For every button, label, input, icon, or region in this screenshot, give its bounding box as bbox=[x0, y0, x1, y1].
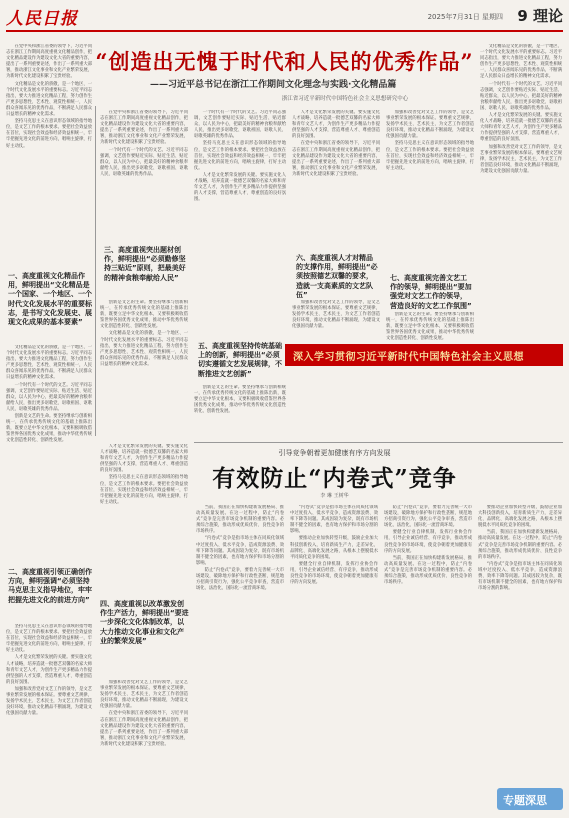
masthead-rule bbox=[6, 30, 563, 32]
lead-title: “创造出无愧于时代和人民的优秀作品” bbox=[95, 49, 474, 74]
lead-column-1b: 文化精品是文化的骄傲，是一个地区、一个时代文化发展水平的重要标志。习近平同志指出，要大力推进文化精品工程，努力创作生产更多思想性、艺术性、观赏性相统一，人民群众喜闻乐见的优秀作品，不断满足人民群众日益增长的精神文化需求。 一个时代有一个时代的文艺。习近平同志强调，文艺创作要贴近实际、贴近生活、贴近群众，以人民为中心，把最美好的精神食粮奉献给人民，推出更多讴歌党、讴歌祖国、讴歌人民、讴歌英雄的优秀作品。 创新是文艺的生命。要坚持继承与创新相统一，在传承优秀传统文化的基础上推陈出新，既要立足中华文化根本，又要积极吸收借鉴世界各国优秀文化成果，推动中华优秀传统文化创造性转化、创新性发展。 bbox=[6, 345, 92, 444]
lead-subhead-3: 三、高度重视突出题材创作，鲜明提出“必须勤修坚持三贴近”原则，把最美好的精神食粮奉献给人民” bbox=[104, 246, 186, 282]
masthead bbox=[6, 4, 563, 28]
second-title: 有效防止“内卷式”竞争 bbox=[212, 465, 457, 492]
second-column-1: 当前，我国正在加快构建新发展格局、推动高质量发展。在这一过程中，防止“内卷式”竞争是完善市场竞争机制的重要内容。必须综合施策，推动形成优质优价、良性竞争的市场秩序。 “内卷式”竞争是指市场主体在同质化领域中过度投入、低水平竞争，造成资源浪费、效率下降等问题。其成因较为复杂，既有市场机制不健全的因素，也有地方保护和市场分割的影响。 防止“内卷式”竞争，要着力完善统一大市场建设，破除地方保护和行政性垄断，规范地方招商引资行为，强化公平竞争审查，营造市场化、法治化、国际化一流营商环境。 bbox=[196, 505, 284, 592]
column-brand-mark bbox=[497, 788, 563, 810]
lead-column-3b: 创新是文艺的生命。要坚持继承与创新相统一，在传承优秀传统文化的基础上推陈出新，既要立足中华文化根本，又要积极吸收借鉴世界各国优秀文化成果，推动中华优秀传统文化创造性转化、创新性发展。 bbox=[194, 385, 286, 415]
column-divider bbox=[95, 106, 96, 436]
lead-subhead-6: 六、高度重视人才对精品的支撑作用，鲜明提出“必须按照德艺双馨的要求，造就一支高素质的文艺队伍” bbox=[296, 254, 378, 299]
newspaper-logo: 人民日报 bbox=[6, 9, 78, 29]
lead-column-6: 文化精品是文化的骄傲，是一个地区、一个时代文化发展水平的重要标志。习近平同志指出，要大力推进文化精品工程，努力创作生产更多思想性、艺术性、观赏性相统一，人民群众喜闻乐见的优秀作品，不断满足人民群众日益增长的精神文化需求。 一个时代有一个时代的文艺。习近平同志强调，文艺创作要贴近实际、贴近生活、贴近群众，以人民为中心，把最美好的精神食粮奉献给人民，推出更多讴歌党、讴歌祖国、讴歌人民、讴歌英雄的优秀作品。 人才是文化繁荣发展的关键。要实施文化人才战略，培养造就一批德艺双馨的名家大师和青年文艺人才，为创作生产更多精品力作提供坚强的人才支撑，营造尊重人才、尊重创造的良好氛围。 加强和改善党对文艺工作的领导，是文艺事业繁荣发展的根本保证。要尊重文艺规律，发扬学术民主、艺术民主，为文艺工作者创造良好环境，推动文化精品不断涌现，为建设文化强国贡献力量。 bbox=[480, 44, 562, 174]
theme-banner-text: 深入学习贯彻习近平新时代中国特色社会主义思想 bbox=[293, 352, 524, 363]
lead-column-2b: 创新是文艺的生命。要坚持继承与创新相统一，在传承优秀传统文化的基础上推陈出新，既要立足中华文化根本，又要积极吸收借鉴世界各国优秀文化成果，推动中华优秀传统文化创造性转化、创新性发展。 文化精品是文化的骄傲，是一个地区、一个时代文化发展水平的重要标志。习近平同志指出，要大力推进文化精品工程，努力创作生产更多思想性、艺术性、观赏性相统一，人民群众喜闻乐见的优秀作品，不断满足人民群众日益增长的精神文化需求。 bbox=[100, 300, 188, 367]
lead-subhead-2: 二、高度重视引领正确创作方向，鲜明强调“必须坚持马克思主义指导地位，牢牢把握先进文化的前进方向” bbox=[8, 568, 92, 604]
lead-subhead-7: 七、高度重视完善文艺工作的领导，鲜明提出“要加强党对文艺工作的领导，营造良好的文艺工作氛围” bbox=[390, 274, 472, 310]
theme-banner bbox=[285, 344, 563, 366]
lead-column-1-text: 在党中央和浙江省委的领导下，习近平同志在浙江工作期间高度重视文化精品创作，把文化精品建设作为建设文化大省的重要内容，提出了一系列重要论述，作出了一系列重大部署，推动浙江文化事业和文化产业繁荣发展，为新时代文化建设积累了宝贵经验。 bbox=[6, 44, 92, 80]
lead-column-4b: 加强和改善党对文艺工作的领导，是文艺事业繁荣发展的根本保证。要尊重文艺规律，发扬学术民主、艺术民主，为文艺工作者创造良好环境，推动文化精品不断涌现，为建设文化强国贡献力量。 bbox=[292, 300, 380, 330]
lead-column-1: 在党中央和浙江省委的领导下，习近平同志在浙江工作期间高度重视文化精品创作，把文化精品建设作为建设文化大省的重要内容，提出了一系列重要论述，作出了一系列重大部署，推动浙江文化事业和文化产业繁荣发展，为新时代文化建设积累了宝贵经验。 文化精品是文化的骄傲，是一个地区、一个时代文化发展水平的重要标志。习近平同志指出，要大力推进文化精品工程，努力创作生产更多思想性、艺术性、观赏性相统一，人民群众喜闻乐见的优秀作品，不断满足人民群众日益增长的精神文化需求。 坚持马克思主义在意识形态领域的指导地位，是文艺工作的根本要求。要把社会效益放在首位，实现社会效益和经济效益相统一，牢牢把握先进文化的前进方向，唱响主旋律，打好主动仗。 bbox=[6, 44, 92, 149]
lead-subhead-5: 五、高度重视坚持传统基础上的创新，鲜明提出“必须切实遵循文艺发展规律，不断推进文艺创新” bbox=[198, 342, 282, 378]
lead-subhead-4: 四、高度重视以改革激发创作生产活力，鲜明提出“要进一步深化文化体制改革，以大力推动文化事业和文化产业的繁荣发展” bbox=[100, 600, 189, 645]
section-title: 9 理论 bbox=[517, 7, 563, 25]
lead-column-5: 加强和改善党对文艺工作的领导，是文艺事业繁荣发展的根本保证。要尊重文艺规律，发扬学术民主、艺术民主，为文艺工作者创造良好环境，推动文化精品不断涌现，为建设文化强国贡献力量。 坚持马克思主义在意识形态领域的指导地位，是文艺工作的根本要求。要把社会效益放在首位，实现社会效益和经济效益相统一，牢牢把握先进文化的前进方向，唱响主旋律，打好主动仗。 bbox=[386, 110, 474, 171]
second-kicker: 引导竞争朝着更加健康有序方向发展 bbox=[278, 449, 391, 457]
lead-column-1c: 坚持马克思主义在意识形态领域的指导地位，是文艺工作的根本要求。要把社会效益放在首位，实现社会效益和经济效益相统一，牢牢把握先进文化的前进方向，唱响主旋律，打好主动仗。 人才是文化繁荣发展的关键。要实施文化人才战略，培养造就一批德艺双馨的名家大师和青年文艺人才，为创作生产更多精品力作提供坚强的人才支撑，营造尊重人才、尊重创造的良好氛围。 加强和改善党对文艺工作的领导，是文艺事业繁荣发展的根本保证。要尊重文艺规律，发扬学术民主、艺术民主，为文艺工作者创造良好环境，推动文化精品不断涌现，为建设文化强国贡献力量。 bbox=[6, 624, 92, 717]
lead-column-2c: 人才是文化繁荣发展的关键。要实施文化人才战略，培养造就一批德艺双馨的名家大师和青年文艺人才，为创作生产更多精品力作提供坚强的人才支撑，营造尊重人才、尊重创造的良好氛围。 坚持马克思主义在意识形态领域的指导地位，是文艺工作的根本要求。要把社会效益放在首位，实现社会效益和经济效益相统一，牢牢把握先进文化的前进方向，唱响主旋律，打好主动仗。 bbox=[100, 444, 188, 505]
lead-subtitle: ——习近平总书记在浙江工作期间文化理念与实践·文化精品篇 bbox=[150, 80, 397, 90]
lead-subhead-1: 一、高度重视文化精品作用，鲜明提出“文化精品是一个国家、一个地区、一个时代文化发展水平的重要标志，是书写文化发展史、展现文化成果的基本要素” bbox=[8, 272, 92, 327]
second-column-4: 要推动企业加快转型升级，鼓励企业加大科技创新投入，培育新质生产力，走差异化、品牌化、高端化发展之路，从根本上摆脱低水平同质化竞争的困境。 当前，我国正在加快构建新发展格局、推动高质量发展。在这一过程中，防止“内卷式”竞争是完善市场竞争机制的重要内容。必须综合施策，推动形成优质优价、良性竞争的市场秩序。 “内卷式”竞争是指市场主体在同质化领域中过度投入、低水平竞争，造成资源浪费、效率下降等问题。其成因较为复杂，既有市场机制不健全的因素，也有地方保护和市场分割的影响。 bbox=[478, 505, 562, 592]
lead-column-2d: 加强和改善党对文艺工作的领导，是文艺事业繁荣发展的根本保证。要尊重文艺规律，发扬学术民主、艺术民主，为文艺工作者创造良好环境，推动文化精品不断涌现，为建设文化强国贡献力量。 在党中央和浙江省委的领导下，习近平同志在浙江工作期间高度重视文化精品创作，把文化精品建设作为建设文化大省的重要内容，提出了一系列重要论述，作出了一系列重大部署，推动浙江文化事业和文化产业繁荣发展，为新时代文化建设积累了宝贵经验。 bbox=[100, 680, 188, 747]
lead-column-2: 在党中央和浙江省委的领导下，习近平同志在浙江工作期间高度重视文化精品创作，把文化精品建设作为建设文化大省的重要内容，提出了一系列重要论述，作出了一系列重大部署，推动浙江文化事业和文化产业繁荣发展，为新时代文化建设积累了宝贵经验。 一个时代有一个时代的文艺。习近平同志强调，文艺创作要贴近实际、贴近生活、贴近群众，以人民为中心，把最美好的精神食粮奉献给人民，推出更多讴歌党、讴歌祖国、讴歌人民、讴歌英雄的优秀作品。 bbox=[100, 110, 188, 177]
lead-column-4: 人才是文化繁荣发展的关键。要实施文化人才战略，培养造就一批德艺双馨的名家大师和青年文艺人才，为创作生产更多精品力作提供坚强的人才支撑，营造尊重人才、尊重创造的良好氛围。 在党中央和浙江省委的领导下，习近平同志在浙江工作期间高度重视文化精品创作，把文化精品建设作为建设文化大省的重要内容，提出了一系列重要论述，作出了一系列重大部署，推动浙江文化事业和文化产业繁荣发展，为新时代文化建设积累了宝贵经验。 bbox=[292, 110, 380, 177]
lead-column-3: 一个时代有一个时代的文艺。习近平同志强调，文艺创作要贴近实际、贴近生活、贴近群众，以人民为中心，把最美好的精神食粮奉献给人民，推出更多讴歌党、讴歌祖国、讴歌人民、讴歌英雄的优秀作品。 坚持马克思主义在意识形态领域的指导地位，是文艺工作的根本要求。要把社会效益放在首位，实现社会效益和经济效益相统一，牢牢把握先进文化的前进方向，唱响主旋律，打好主动仗。 人才是文化繁荣发展的关键。要实施文化人才战略，培养造就一批德艺双馨的名家大师和青年文艺人才，为创作生产更多精品力作提供坚强的人才支撑，营造尊重人才、尊重创造的良好氛围。 bbox=[194, 110, 286, 203]
second-byline: 李 琳 王树华 bbox=[320, 493, 349, 499]
lead-column-5b: 创新是文艺的生命。要坚持继承与创新相统一，在传承优秀传统文化的基础上推陈出新，既要立足中华文化根本，又要积极吸收借鉴世界各国优秀文化成果，推动中华优秀传统文化创造性转化、创新性发展。 bbox=[386, 312, 474, 342]
lead-byline: 浙江省习近平新时代中国特色社会主义思想研究中心 bbox=[281, 96, 409, 102]
second-column-2: “内卷式”竞争是指市场主体在同质化领域中过度投入、低水平竞争，造成资源浪费、效率下降等问题。其成因较为复杂，既有市场机制不健全的因素，也有地方保护和市场分割的影响。 要推动企业加快转型升级，鼓励企业加大科技创新投入，培育新质生产力，走差异化、品牌化、高端化发展之路，从根本上摆脱低水平同质化竞争的困境。 要健全行业自律机制，发挥行业协会作用，引导企业诚信经营、有序竞争，推动形成良性竞争的市场环境，使竞争朝着更加健康有序的方向发展。 bbox=[290, 505, 378, 586]
issue-date: 2025年7月31日 星期四 bbox=[427, 13, 503, 21]
column-brand-text: 专题深思 bbox=[503, 794, 547, 807]
second-column-3: 防止“内卷式”竞争，要着力完善统一大市场建设，破除地方保护和行政性垄断，规范地方招商引资行为，强化公平竞争审查，营造市场化、法治化、国际化一流营商环境。 要健全行业自律机制，发挥行业协会作用，引导企业诚信经营、有序竞争，推动形成良性竞争的市场环境，使竞争朝着更加健康有序的方向发展。 当前，我国正在加快构建新发展格局、推动高质量发展。在这一过程中，防止“内卷式”竞争是完善市场竞争机制的重要内容。必须综合施策，推动形成优质优价、良性竞争的市场秩序。 bbox=[384, 505, 472, 586]
article-divider bbox=[194, 442, 563, 443]
